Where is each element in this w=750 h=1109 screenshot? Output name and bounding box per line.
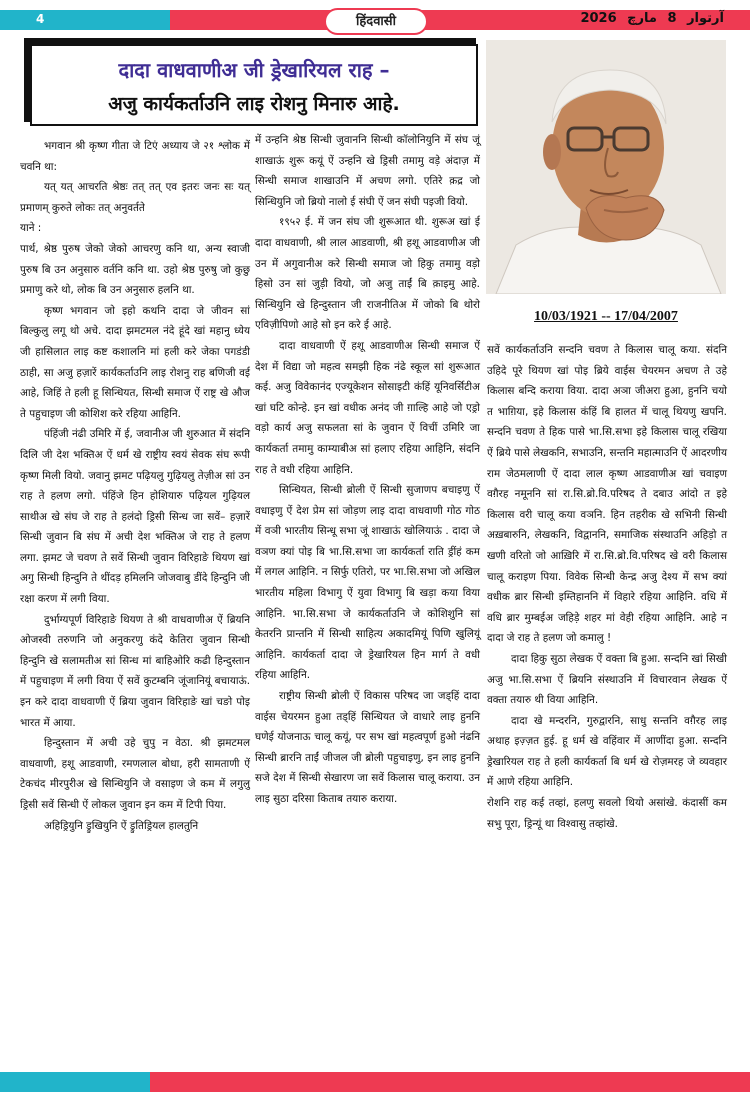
article-column-2 [255, 130, 480, 810]
date-month: مارچ [627, 11, 657, 26]
headline-box [30, 44, 478, 126]
paragraph: राष्ट्रीय सिन्धी ब्रोली ऐं विकास परिषद जा जड्हिं दादा वाईस चेयरमन हुआ तड्हिं सिन्धियत जे वाधारे लाइ हुननि घणेई योजनाऊ चालू कयूं, पर सभ खां महत्वपूर्ण हुओ नंढनि सिन्धी ब्रारनि ताईं जीजल जी ब्रोली पहुचाइणु, इन लाइ हुननि सजे देश में सिन्धी सेखारण जा सवें किलास चालू कराया. उन लाइ सुठा दरिसा किताब तयारु कराया. [255, 690, 480, 805]
headline: दादा वाधवाणीअ जी ड्रेखारियल राह – [118, 58, 390, 82]
portrait-photo [486, 40, 726, 294]
photo-caption: 10/03/1921 -- 17/04/2007 [534, 309, 678, 324]
closing-couplet: रोशनि राह कई तव्हां, हलणु सवलो थियो असांखे. कंदासीं कम सभु पूरा, ड्रिन्यूं था विश्वासु तव्हांखे. [487, 797, 727, 830]
paragraph: में उन्हनि श्रेष्ठ सिन्धी जुवाननि सिन्धी कॉलोनियुनि में संघ जूं शाखाऊं शुरू कयूं ऐं उन्हनि खे ड्रिसी तमामु वड़े अंदाज़ में सिन्धी समाज शाखाउनि में अचण लगो. एतिरे क़द्र जो सिन्धियुनि जो ब्रियो नालो ई संघी ऐं जन संघी पइजी वियो. [255, 134, 480, 208]
subheadline: अजु कार्यकर्ताउनि लाइ रोशनु मिनारु आहे. [108, 93, 400, 115]
page-number: 4 [36, 12, 45, 26]
paragraph: अहिड्रियुनि ड्रुखियुनि ऐं ड्रुतिड्रियल हालतुनि [44, 819, 199, 832]
paragraph: कृष्ण भगवान जो इहो कथनि दादा जे जीवन सां बिल्कुलु लगू थो अचे. दादा झमटमल नंदे हूंदे खां महानु ध्येय जी हासिलात लाइ कष्ट कशालनि मां हली करे जेका पगडंडी ठाही, सा अजु हज़ारें कार्यकर्ताउनि लाइ रोशनु राह बणिजी वई आहे, जिहिं ते हली हू सिन्धियत, सिन्धी समाज ऐं राष्ट्र खे औज ते पहुचाइण जी कोशिश करे रहिया आहिनि. [20, 304, 250, 420]
paragraph: दादा हिकु सुठा लेखक ऐं वक्ता बि हुआ. सन्दनि खां सिखी अजु भा.सि.सभा ऐं ब्रियनि संस्थाउनि में विचारवान लेखक ऐं वक्ता तयारु थी विया आहिनि. [487, 652, 727, 707]
article-column-1 [20, 136, 250, 836]
paragraph: हिन्दुस्तान में अची उहे चुपु न वेठा. श्री झमटमल वाधवाणी, हशू आडवाणी, रमणलाल बोधा, हरी सामताणी ऐं टेकचंद मीरपुरीअ खे सिन्धियुनि जे वसाइण जे कम में लगुलु ड्रिसी सवें सिन्धी ऐं लोकल जुवान इन कम में टिपी पिया. [20, 737, 250, 811]
paragraph: दुर्भाग्यपूर्ण विरिहाङे थियण ते श्री वाधवाणीअ ऐं ब्रियनि ओजस्वी तरुणनि जो अनुकरणु कंदे केतिरा जुवान सिन्धी हिन्दुनि खे सलामतीअ सां सिन्ध मां बाहिओरि कढी हिन्दुस्तान में पहुचाइण में लगी विया ऐं सवें कुटम्बनि जूंजानियूं बचायाऊं. इन करे दादा वाधवाणी ऐं ब्रिया जुवान विरिहाङे खां चङो पोइ भारत में आया. [20, 613, 250, 729]
portrait-image [486, 40, 726, 294]
paragraph: पंहिंजी नंढी उमिरि में ई, जवानीअ जी शुरुआत में संदनि दिलि जी देश भक्तिअ ऐं धर्म खे राष्ट्रीय स्वयं सेवक संघ रूपी कृष्ण मिली वियो. जवानु झमट पढ़ियलु गुढ़ियलु तेज़ीअ सां उन राह ते हलण लगो. पंहिंजे हिन होशियारु पढ़ियल गुढ़ियल साथीअ खे संघ जे राह ते हलंदो ड्रिसी सिन्ध जा सवें– हज़ारें सिन्धी जुवान बि संघ में अची देश भक्तिअ जे राह ते हलण लगा. झमट जे चवण ते सवें सिन्धी जुवान विरिहाङे थियण खां अगु सिन्धी हिन्दुनि ते थींदड़ हमिलनि जोजवाबु डींदे हिन्दुनि जी रक्षा करण में लगी विया. [20, 428, 250, 606]
paragraph: दादा वाधवाणी ऐं हशू आडवाणीअ सिन्धी समाज ऐं देश में विद्या जो महत्व समझी हिक नंढे स्कूल सां शुरूआत कई. अजु विवेकानंद एज्यूकेशन सोसाइटी कंहिं यूनिवर्सिटीअ खां घटि कोन्हे. इन खां वधीक अनंद जी ग़ाल्हि आहे जो एड्रो वड़ो कार्य अजु सफलता सां के जुवान ऐं विचीं उमिरि जा कार्यकर्ता तमामु काम्‍याबीअ सां हलाए रहिया आहिनि, संदनि राह ते वधी रहिया आहिनि. [255, 339, 480, 476]
paragraph: दादा खे मन्दरनि, गुरुद्वारनि, साधु सन्तनि वग़ैरह लाइ अथाह इज़्ज़त हुई. हू धर्म खे वहिंवार में आणींदा हुआ. सन्दनि ड्रेखारियल राह ते हली कार्यकर्ता बि धर्म खे रोज़मरह जे व्यवहार में आणे रहिया आहिनि. [487, 714, 727, 789]
date-day: آرتوار [687, 11, 724, 26]
paragraph: सवें कार्यकर्ताउनि सन्दनि चवण ते किलास चालू कया. संदनि उहिदे पूरे थियण खां पोइ ब्रिये वाईस चेयरमन अचण ते उहे किलास बन्दि कराया विया. दादा अञा जीअरा हुआ, हुननि चयो त भाग़िया, इहे किलास कंहिं बि हालत में चालू थियणु खपनि. सन्दनि चवण ते हिक पासे भा.सि.सभा इहे किलास चालू रखिया ऐं ब्रिये पासे लेखकनि, सभाउनि, सन्तनि महात्माउनि ऐं आदरणीय राम जेठमलाणी ऐं दादा लाल कृष्ण आडवाणीअ खां चवाइण वग़ैरह नमूननि सां रा.सि.ब्रो.वि.परिषद ते दबाउ आंदो त इहे किलास वरी चालू कया वञनि. हिन तहरीक खे सभिनी सिन्धी अख़बारुनि, लेखकनि, विद्वाननि, समाजिक संस्थाउनि अहिड़ो त खणी वरितो जो आख़िरि में रा.सि.ब्रो.वि.परिषद खे वरी किलास चालू कराइण पिया. विवेक सिन्धी केन्द्र अजु देश्य में सभ क्यां वधीक ब्रार सिन्धी इम्तिहाननि में विहारे रहिया आहिनि. वधि में वधि ब्रार मुम्बईअ जहिड़े शहर मां वेही रहिया आहिनि. आहे न दादा जे राह ते हलण जो कमालु ! [487, 344, 727, 645]
dateline [574, 11, 724, 26]
article-column-3 [487, 340, 727, 834]
shloka: यत् यत् आचरति श्रेष्ठः तत् तत् एव इतरः जनः सः यत् प्रमाणम् कुरुते लोकः तत् अनुवर्तते [20, 181, 250, 214]
header-bar-accent [0, 10, 170, 30]
paragraph: याने : [20, 222, 42, 235]
paragraph: सिन्धियत, सिन्धी ब्रोली ऐं सिन्धी सुजाणप बचाइणु ऐं वधाइणु ऐं देश प्रेम सां जोड़ण लाइ दादा वाधवाणी गोठ गोठ में वञी भारतीय सिन्धू सभा जूं शाखाऊं खोलियाऊं . दादा जे वञण क्यां पोइ बि भा.सि.सभा जा कार्यकर्ता राति ड्रींहं कम में लगल आहिनि. न सिर्फु एतिरो, पर भा.सि.सभा जो अखिल भारतीय महिला विभागु ऐं युवा विभागु बि खड़ा कया विया आहिनि. भा.सि.सभा जे कार्यकर्ताउनि जे कोशिशुनि सां केतरनि प्रान्तनि में सिन्धी साहित्य अकादमियूं पिणि खुलियूं आहिनि. कार्यकर्ता दादा जे ड्रेखारियल हिन मार्ग ते वधी रहिया आहिनि. [255, 484, 480, 682]
date-num: 8 [667, 11, 677, 26]
masthead-logo: हिंदवासी [324, 8, 428, 35]
footer-bar-accent [0, 1072, 150, 1092]
date-year: 2026 [580, 11, 617, 26]
paragraph: १९५२ ई. में जन संघ जी शुरूआत थी. शुरूअ खां ई दादा वाधवाणी, श्री लाल आडवाणी, श्री हशू आडवाणीअ जी उन में अगुवानीअ करे सिन्धी समाज जो हिकु तमामु वड़ो हिसो उन सां जुड़ी वियो, जो अजु ताईं बि क़ाइमु आहे. सिन्धियुनि खे हिन्दुस्तान जी राजनीतिअ में जोको बि थोरो एविज़ीपिणो आहे सो इन करे ई आहे. [255, 216, 480, 332]
paragraph: पार्थ, श्रेष्ठ पुरुष जेको जेको आचरणु कनि था, अन्य स्वाजी पुरुष बि उन अनुसारु वर्तनि कनि था. उहो श्रेष्ठ पुरुषु जो कुछु प्रमाणु करे थो, लोक बि उन अनुसारु हलनि था. [20, 242, 250, 297]
paragraph: भगवान श्री कृष्ण गीता जे टिएं अध्याय जे २१ श्लोक में चवनि था: [20, 140, 250, 173]
